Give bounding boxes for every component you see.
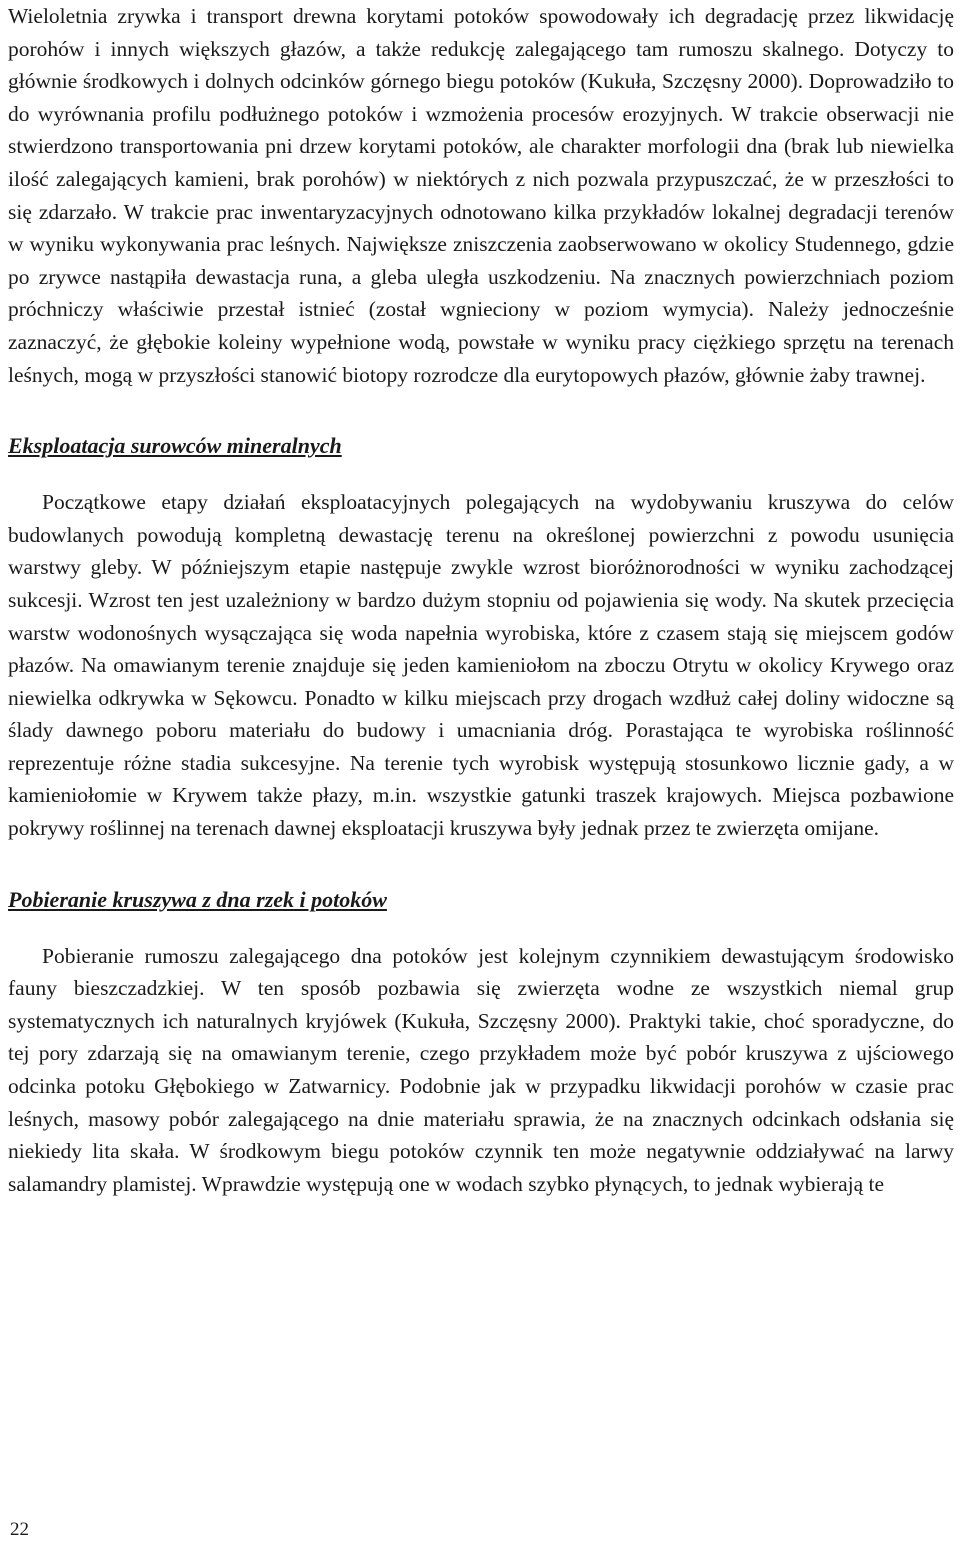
- document-page: [8, 0, 954, 1200]
- section-heading-mineral-extraction: Eksploatacja surowców mineralnych: [8, 433, 342, 459]
- paragraph-gravel-collection: Pobieranie rumoszu zalegającego dna potoków jest kolejnym czynnikiem dewastującym środowisko fauny bieszczadzkiej. W ten sposób pozbawia się zwierzęta wodne ze wszystkich niemal grup systematycznych ich naturalnych kryjówek (Kukuła, Szczęsny 2000). Praktyki takie, choć sporadyczne, do tej pory zdarzają się na omawianym terenie, czego przykładem może być pobór kruszywa z ujściowego odcinka potoku Głębokiego w Zatwarnicy. Podobnie jak w przypadku likwidacji porohów w czasie prac leśnych, masowy pobór zalegającego na dnie materiału sprawia, że na znacznych odcinkach odsłania się niekiedy lita skała. W środkowym biegu potoków czynnik ten może negatywnie oddziaływać na larwy salamandry plamistej. Wprawdzie występują one w wodach szybko płynących, to jednak wybierają te: [8, 943, 954, 1196]
- paragraph-mineral-extraction: Początkowe etapy działań eksploatacyjnych polegających na wydobywaniu kruszywa do celów budowlanych powodują kompletną dewastację terenu na określonej powierzchni z powodu usunięcia warstwy gleby. W późniejszym etapie następuje zwykle wzrost bioróżnorodności w wyniku zachodzącej sukcesji. Wzrost ten jest uzależniony w bardzo dużym stopniu od pojawienia się wody. Na skutek przecięcia warstw wodonośnych wysączająca się woda napełnia wyrobiska, które z czasem stają się miejscem godów płazów. Na omawianym terenie znajduje się jeden kamieniołom na zboczu Otrytu w okolicy Krywego oraz niewielka odkrywka w Sękowcu. Ponadto w kilku miejscach przy drogach wzdłuż całej doliny widoczne są ślady dawnego poboru materiału do budowy i umacniania dróg. Porastająca te wyrobiska roślinność reprezentuje różne stadia sukcesyjne. Na terenie tych wyrobisk występują stosunkowo licznie gady, a w kamieniołomie w Krywem także płazy, m.in. wszystkie gatunki traszek krajowych. Miejsca pozbawione pokrywy roślinnej na terenach dawnej eksploatacji kruszywa były jednak przez te zwierzęta omijane.: [8, 490, 954, 841]
- paragraph-forestry-degradation: Wieloletnia zrywka i transport drewna korytami potoków spowodowały ich degradację przez likwidację porohów i innych większych głazów, a także redukcję zalegającego tam rumoszu skalnego. Dotyczy to głównie środkowych i dolnych odcinków górnego biegu potoków (Kukuła, Szczęsny 2000). Doprowadziło to do wyrównania profilu podłużnego potoków i wzmożenia procesów erozyjnych. W trakcie obserwacji nie stwierdzono transportowania pni drzew korytami potoków, ale charakter morfologii dna (brak lub niewielka ilość zalegających kamieni, brak porohów) w niektórych z nich pozwala przypuszczać, że w przeszłości to się zdarzało. W trakcie prac inwentaryzacyjnych odnotowano kilka przykładów lokalnej degradacji terenów w wyniku wykonywania prac leśnych. Największe zniszczenia zaobserwowano w okolicy Studennego, gdzie po zrywce nastąpiła dewastacja runa, a gleba uległa uszkodzeniu. Na znacznych powierzchniach poziom próchniczy właściwie przestał istnieć (został wgnieciony w poziom wymycia). Należy jednocześnie zaznaczyć, że głębokie koleiny wypełnione wodą, powstałe w wyniku pracy ciężkiego sprzętu na terenach leśnych, mogą w przyszłości stanowić biotopy rozrodcze dla eurytopowych płazów, głównie żaby trawnej.: [8, 4, 954, 387]
- section-heading-gravel-collection: Pobieranie kruszywa z dna rzek i potoków: [8, 886, 387, 912]
- page-number: 22: [10, 1519, 29, 1540]
